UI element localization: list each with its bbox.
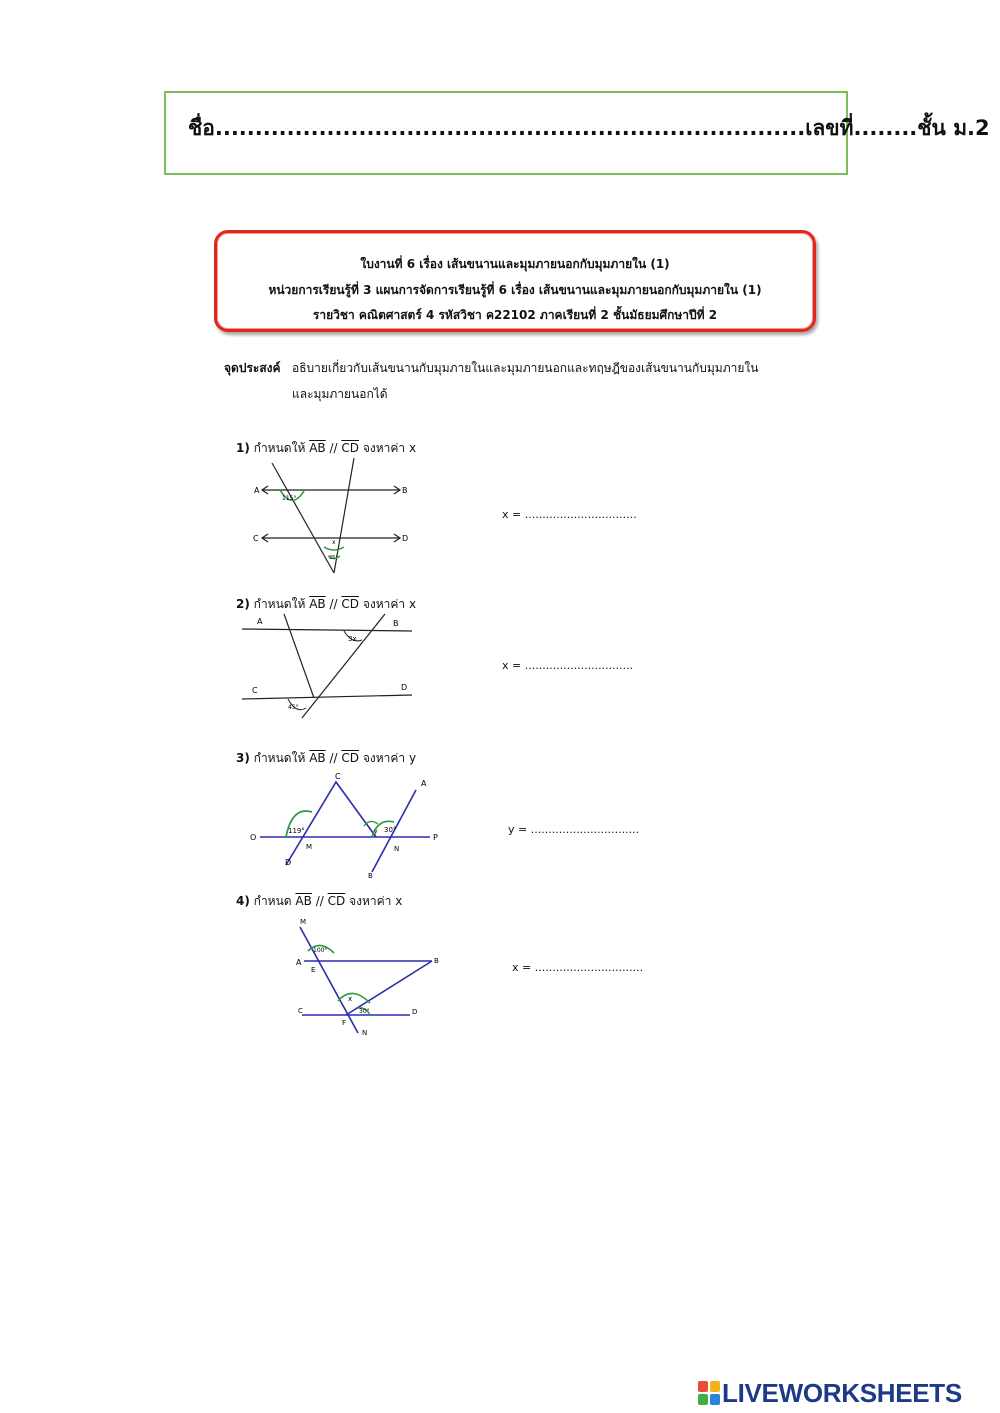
transversal-mn [300, 927, 358, 1033]
equals-sign: = [512, 659, 522, 672]
question-2-answer [502, 659, 633, 672]
answer-blank[interactable]: ............................... [534, 961, 644, 974]
segment-cd: $\overline{CD}$ [341, 441, 360, 455]
question-4-prompt [236, 892, 402, 911]
equals-sign: = [512, 508, 522, 521]
angle-label-100: 100° [313, 947, 328, 954]
point-p-label: P [433, 833, 438, 842]
point-c-label: C [253, 534, 259, 543]
point-m-label: M [306, 843, 313, 851]
angle-label-35: 35° [329, 555, 338, 561]
point-n-label: N [394, 845, 400, 853]
transversal-left [284, 614, 314, 698]
segment-cd: $\overline{CD}$ [341, 597, 360, 611]
angle-label-45: 45° [288, 704, 299, 711]
student-name-line: ชื่อ..........................................................................เลขที่........ชั้น ม.2 [188, 116, 990, 140]
given-text: กำหนด [253, 894, 292, 908]
unknown-variable: y [408, 751, 417, 765]
course-info-line: รายวิชา คณิตศาสตร์ 4 รหัสวิชา ค22102 ภาคเรียนที่ 2 ชั้นมัธยมศึกษาปีที่ 2 [312, 308, 718, 322]
point-a-label: A [254, 486, 260, 495]
question-1-diagram [250, 455, 420, 580]
angle-arc-x [324, 547, 344, 550]
line-cd [242, 695, 412, 699]
point-d-label: D [285, 858, 292, 867]
unknown-variable: x [408, 597, 417, 611]
ask-text: จงหาค่า [362, 441, 406, 455]
angle-label-30: 30° [384, 826, 397, 834]
logo-badge-icon [698, 1381, 720, 1405]
question-number: 1) [236, 441, 250, 455]
badge-tile [710, 1394, 720, 1405]
angle-label-x: x [348, 995, 353, 1003]
point-b-label: B [434, 957, 439, 965]
question-3-prompt [236, 749, 416, 768]
question-4-answer [512, 961, 643, 974]
angle-label-3x: 3x [348, 635, 357, 643]
badge-tile [710, 1381, 720, 1392]
question-4-diagram [290, 915, 450, 1040]
transversal-cd-path [286, 782, 376, 865]
worksheet-title-box [214, 230, 816, 332]
objective-text: อธิบายเกี่ยวกับเส้นขนานกับมุมภายในและมุมภายนอกและทฤษฎีของเส้นขนานกับมุมภายใน [292, 361, 759, 375]
objective-label: จุดประสงค์ [224, 361, 281, 375]
angle-label-30: 30° [359, 1008, 370, 1015]
segment-ab: $\overline{AB}$ [309, 597, 326, 611]
segment-cd: $\overline{CD}$ [341, 751, 360, 765]
angle-label-115: 115° [282, 495, 297, 502]
unknown-variable: x [408, 441, 417, 455]
badge-tile [698, 1381, 708, 1392]
learning-unit-line: หน่วยการเรียนรู้ที่ 3 แผนการจัดการเรียนรู้ที่ 6 เรื่อง เส้นขนานและมุมภายนอกกับมุมภายใน (1) [268, 283, 762, 297]
point-a-label: A [421, 779, 427, 788]
point-d-label: D [402, 534, 409, 543]
segment-cd: $\overline{CD}$ [327, 894, 346, 908]
question-3-diagram [248, 770, 448, 882]
equals-sign: = [518, 823, 528, 836]
parallel-symbol: // [329, 441, 338, 455]
segment-ab: $\overline{AB}$ [309, 441, 326, 455]
answer-blank[interactable]: ................................ [524, 508, 637, 521]
parallel-symbol: // [329, 751, 338, 765]
point-a-label: A [296, 958, 302, 967]
point-a-label: A [257, 617, 263, 626]
ask-text: จงหาค่า [362, 751, 406, 765]
point-f-label: F [342, 1019, 347, 1027]
badge-tile [698, 1394, 708, 1405]
line-ab [242, 629, 412, 631]
liveworksheets-logo[interactable] [698, 1378, 993, 1408]
unknown-variable: x [395, 894, 403, 908]
worksheet-title: ใบงานที่ 6 เรื่อง เส้นขนานและมุมภายนอกกับมุมภายใน (1) [360, 257, 670, 271]
given-text: กำหนดให้ [253, 751, 306, 765]
point-m-label: M [300, 918, 307, 926]
question-number: 4) [236, 894, 250, 908]
point-n-label: N [362, 1029, 368, 1037]
given-text: กำหนดให้ [253, 597, 306, 611]
point-b-label: B [368, 872, 373, 880]
question-number: 2) [236, 597, 250, 611]
point-d-label: D [401, 683, 408, 692]
answer-variable: x [512, 961, 519, 974]
answer-variable: x [502, 659, 509, 672]
parallel-symbol: // [315, 894, 324, 908]
question-1-answer [502, 508, 637, 521]
given-text: กำหนดให้ [253, 441, 306, 455]
question-number: 3) [236, 751, 250, 765]
segment-ab: $\overline{AB}$ [309, 751, 326, 765]
point-b-label: B [402, 486, 408, 495]
angle-label-x: x [332, 539, 336, 546]
objective-text-cont: และมุมภายนอกได้ [292, 387, 388, 401]
line-bf [346, 961, 432, 1015]
question-2-diagram [240, 612, 420, 737]
point-e-label: E [311, 966, 316, 974]
point-c-label: C [335, 772, 341, 781]
point-o-label: O [250, 833, 257, 842]
angle-label-y: y [374, 828, 378, 835]
answer-variable: y [508, 823, 515, 836]
parallel-symbol: // [329, 597, 338, 611]
angle-label-119: 119° [288, 827, 305, 835]
equals-sign: = [522, 961, 532, 974]
point-c-label: C [298, 1007, 303, 1015]
ask-text: จงหาค่า [362, 597, 406, 611]
question-3-answer [508, 823, 639, 836]
answer-variable: x [502, 508, 509, 521]
transversal-left [272, 463, 334, 573]
angle-arc-x [338, 993, 370, 1003]
point-d-label: D [412, 1008, 418, 1016]
point-b-label: B [393, 619, 399, 628]
answer-blank[interactable]: ............................... [530, 823, 640, 836]
point-c-label: C [252, 686, 258, 695]
brand-name: LIVEWORKSHEETS [722, 1378, 962, 1408]
answer-blank[interactable]: ............................... [524, 659, 634, 672]
segment-ab: $\overline{AB}$ [295, 894, 312, 908]
ask-text: จงหาค่า [349, 894, 392, 908]
